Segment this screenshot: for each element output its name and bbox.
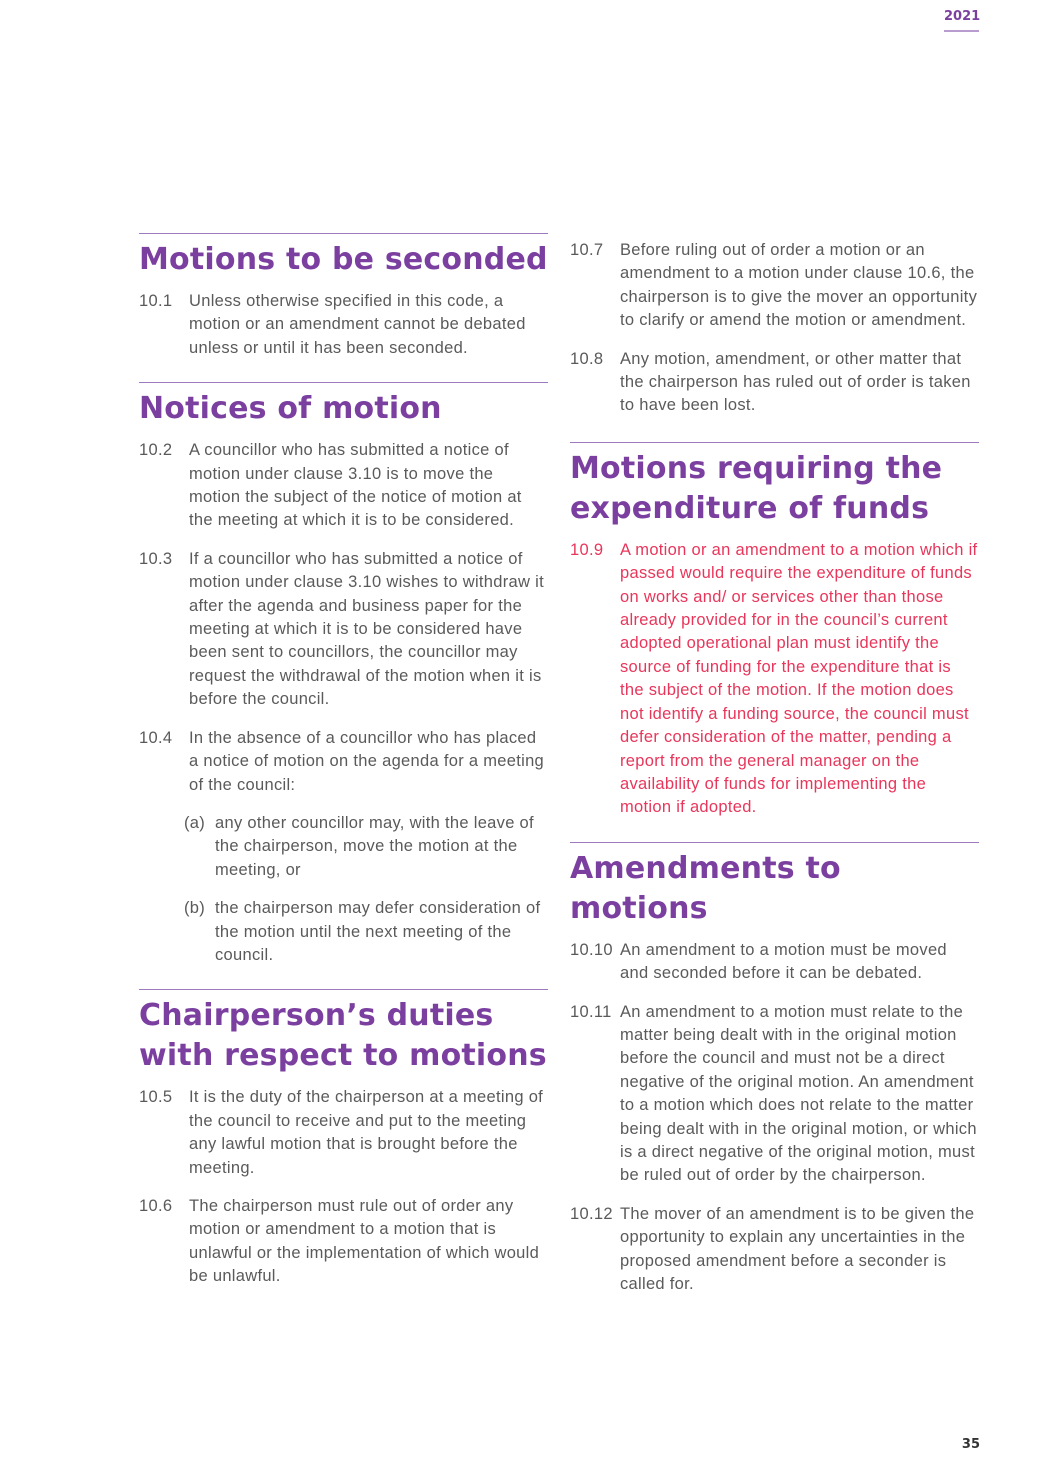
subclause-b: [184, 897, 548, 967]
clause-10-10: [570, 939, 979, 986]
clause-text: Any motion, amendment, or other matter that the chairperson has ruled out of order is taken to have been lost.: [620, 349, 971, 415]
clause-10-7: [570, 239, 979, 333]
clause-text: Unless otherwise specified in this code, a motion or an amendment cannot be debated unless or until it has been seconded.: [189, 292, 526, 357]
clause-text: A motion or an amendment to a motion which if passed would require the expenditure of funds on works and/ or services other than those already provided for in the council’s current adopted operational plan must identify the source of funding for the expenditure that is the subject of the motion. If the motion does not identify a funding source, the council must defer consideration of the matter, pending a report from the general manager on the availability of funds for implementing the motion if adopted.: [620, 540, 978, 817]
clause-number: 10.5: [139, 1088, 173, 1107]
left-column: [139, 233, 548, 1311]
clause-10-2: [139, 439, 548, 533]
subclause-number: (b): [184, 899, 206, 918]
section-notices-of-motion: [139, 382, 548, 967]
clause-number: 10.6: [139, 1196, 173, 1215]
clause-10-12: [570, 1203, 979, 1297]
clause-number: 10.12: [570, 1204, 613, 1223]
clause-number: 10.7: [570, 241, 604, 259]
section-motions-to-be-seconded: [139, 233, 548, 360]
clause-10-3: [139, 548, 548, 712]
clause-number: 10.8: [570, 349, 604, 368]
clause-text: It is the duty of the chairperson at a meeting of the council to receive and put to the meeting any lawful motion that is brought before the meeting.: [189, 1088, 544, 1177]
subclause-a: [184, 812, 548, 882]
subclause-text: any other councillor may, with the leave of the chairperson, move the motion at the meeting, or: [215, 813, 534, 879]
heading-line: Chairperson’s duties: [139, 998, 494, 1034]
clause-10-11: [570, 1001, 979, 1188]
intro-clauses: [570, 233, 979, 418]
section-heading: Amendments to motions: [570, 850, 841, 926]
section-heading: Notices of motion: [139, 391, 442, 427]
section-chairperson-duties: [139, 989, 548, 1288]
section-amendments-to-motions: [570, 842, 979, 1297]
subclause-text: the chairperson may defer consideration of the motion until the next meeting of the council.: [215, 899, 541, 964]
section-heading: [570, 449, 979, 529]
clause-number: 10.4: [139, 728, 173, 747]
clause-number: 10.2: [139, 441, 173, 460]
clause-text: An amendment to a motion must be moved and seconded before it can be debated.: [620, 940, 947, 983]
clause-text: In the absence of a councillor who has placed a notice of motion on the agenda for a meeting of the council:: [189, 728, 545, 794]
clause-text: If a councillor who has submitted a notice of motion under clause 3.10 wishes to withdraw it after the agenda and business paper for the meeting at which it is to be considered have been sent to councillors, the councillor may request the withdrawal of the motion when it is before the council.: [189, 549, 544, 709]
clause-text: A councillor who has submitted a notice of motion under clause 3.10 is to move the motion the subject of the notice of motion at the meeting at which it is to be considered.: [189, 441, 522, 530]
clause-number: 10.9: [570, 540, 604, 559]
page-number: 35: [961, 1437, 980, 1452]
subclause-number: (a): [184, 813, 206, 832]
clause-10-8: [570, 348, 979, 418]
clause-10-5: [139, 1086, 548, 1180]
section-heading: Motions to be seconded: [139, 242, 548, 277]
clause-text: An amendment to a motion must relate to the matter being dealt with in the original motion before the council and must not be a direct negative of the original motion. An amendment to a motion which does not relate to the matter being dealt with in the original motion, or which is a direct negative of the original motion, must be ruled out of order by the chairperson.: [620, 1002, 977, 1185]
right-column: [570, 233, 979, 1318]
clause-10-1: [139, 290, 548, 360]
heading-line: expenditure of funds: [570, 490, 930, 526]
clause-number: 10.1: [139, 292, 173, 310]
heading-line: with respect to motions: [139, 1038, 547, 1074]
clause-text: Before ruling out of order a motion or an amendment to a motion under clause 10.6, the chairperson is to give the mover an opportunity to clarify or amend the motion or amendment.: [620, 241, 978, 330]
year-label: 2021: [944, 9, 979, 32]
heading-line: Motions requiring the: [570, 450, 943, 486]
section-heading: [139, 996, 548, 1076]
section-motions-requiring-funds: [570, 442, 979, 820]
clause-number: 10.11: [570, 1002, 612, 1021]
clause-text: The mover of an amendment is to be given the opportunity to explain any uncertainties in the proposed amendment before a seconder is called for.: [620, 1204, 975, 1293]
clause-10-6: [139, 1195, 548, 1289]
clause-number: 10.3: [139, 549, 173, 568]
clause-number: 10.10: [570, 940, 613, 959]
clause-text: The chairperson must rule out of order any motion or amendment to a motion that is unlawful or the implementation of which would be unlawful.: [189, 1196, 540, 1286]
clause-10-4: [139, 727, 548, 797]
clause-10-9: [570, 539, 979, 820]
